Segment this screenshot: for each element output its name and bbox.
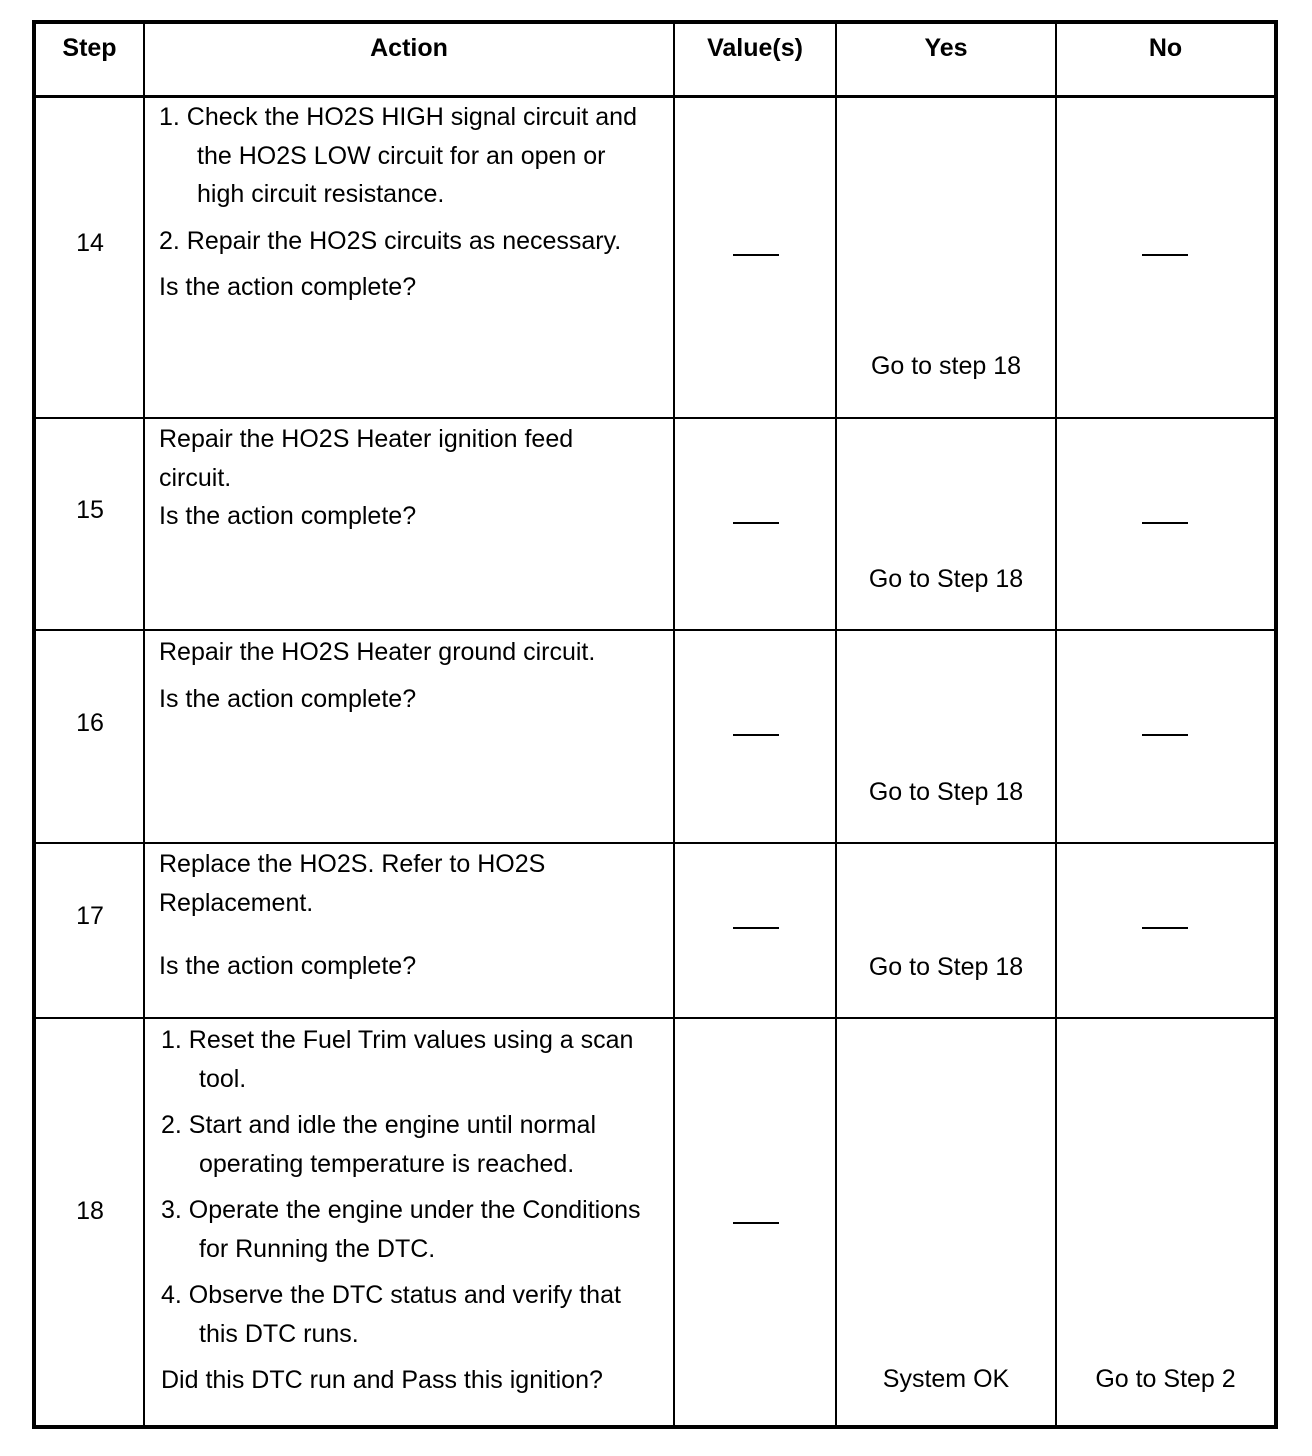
no-dash <box>1142 254 1188 256</box>
row-divider <box>36 1017 1274 1019</box>
no-dash <box>1142 927 1188 929</box>
action-text <box>159 420 639 536</box>
action-text <box>159 98 659 307</box>
header-no: No <box>1148 34 1183 62</box>
action-text <box>159 845 619 986</box>
step-number: 14 <box>76 229 104 257</box>
header-step: Step <box>62 34 117 62</box>
action-item: Repair the HO2S Heater ignition feed circuit. <box>159 425 574 492</box>
action-question: Is the action complete? <box>159 502 417 530</box>
action-item: 1. Check the HO2S HIGH signal circuit and the HO2S LOW circuit for an open or high circuit resistance. <box>159 103 637 208</box>
action-question: Is the action complete? <box>159 273 417 301</box>
action-item: 1. Reset the Fuel Trim values using a scan tool. <box>161 1026 634 1093</box>
value-dash <box>733 927 779 929</box>
yes-result: Go to Step 18 <box>868 778 1024 806</box>
header-action: Action <box>370 34 448 62</box>
action-question: Did this DTC run and Pass this ignition? <box>161 1366 603 1394</box>
action-item: Repair the HO2S Heater ground circuit. <box>159 638 596 666</box>
action-item: 4. Observe the DTC status and verify that this DTC runs. <box>161 1281 621 1348</box>
action-item: 2. Repair the HO2S circuits as necessary. <box>159 226 622 255</box>
step-number: 16 <box>76 709 104 737</box>
row-divider <box>36 417 1274 419</box>
header-values: Value(s) <box>707 34 803 62</box>
row-divider <box>36 629 1274 631</box>
value-dash <box>733 1222 779 1224</box>
action-question: Is the action complete? <box>159 684 417 713</box>
action-text <box>159 633 659 718</box>
action-item: 2. Start and idle the engine until normal operating temperature is reached. <box>161 1111 596 1178</box>
header-yes: Yes <box>924 34 968 62</box>
value-dash <box>733 522 779 524</box>
column-divider <box>835 24 837 1425</box>
yes-result: Go to Step 18 <box>868 565 1024 593</box>
yes-result: Go to Step 18 <box>868 953 1024 981</box>
row-divider <box>36 842 1274 844</box>
step-number: 17 <box>76 902 104 930</box>
value-dash <box>733 254 779 256</box>
column-divider <box>673 24 675 1425</box>
column-divider <box>1055 24 1057 1425</box>
yes-result: System OK <box>882 1365 1010 1393</box>
no-dash <box>1142 522 1188 524</box>
no-result: Go to Step 2 <box>1095 1365 1236 1393</box>
value-dash <box>733 734 779 736</box>
diagnostic-table <box>32 20 1278 1429</box>
action-item: 3. Operate the engine under the Conditions for Running the DTC. <box>161 1196 641 1263</box>
action-item: Replace the HO2S. Refer to HO2S Replacement. <box>159 850 546 917</box>
action-question: Is the action complete? <box>159 952 417 980</box>
step-number: 18 <box>76 1197 104 1225</box>
yes-result: Go to step 18 <box>870 352 1022 380</box>
action-text <box>161 1021 661 1400</box>
no-dash <box>1142 734 1188 736</box>
step-number: 15 <box>76 496 104 524</box>
